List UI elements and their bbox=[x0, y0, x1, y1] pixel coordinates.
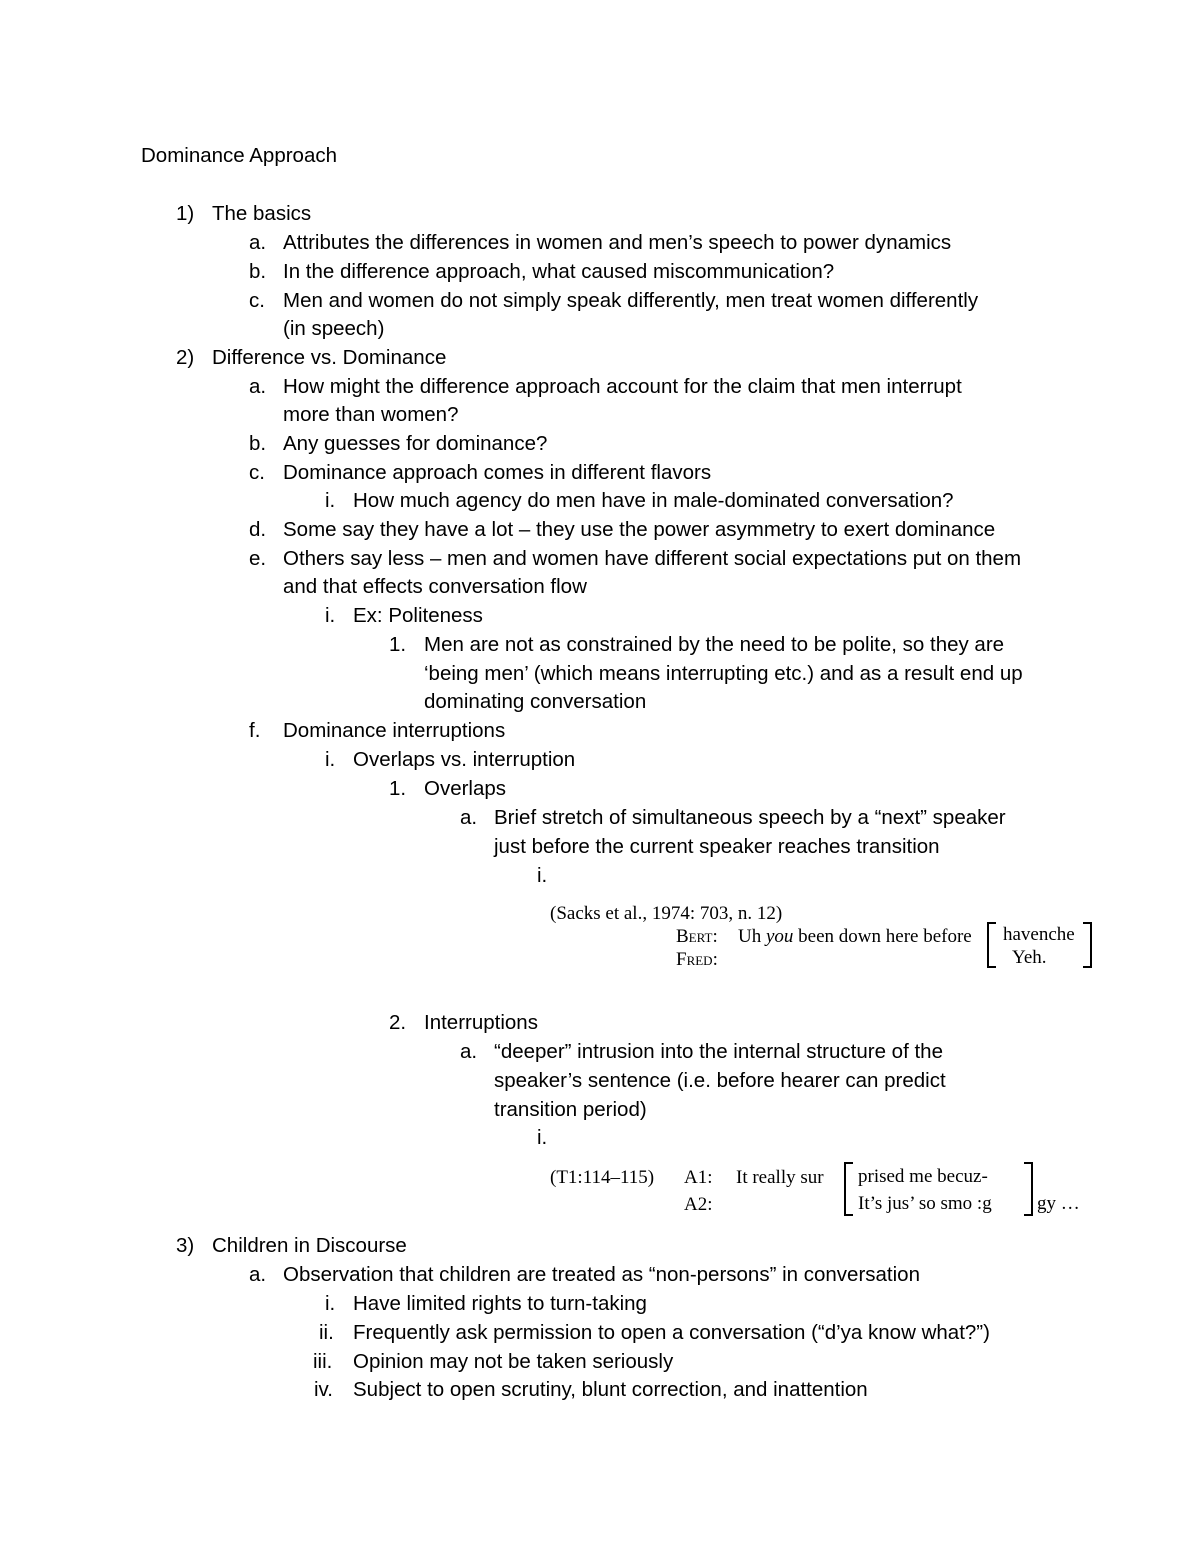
section-number: 2) bbox=[176, 346, 195, 369]
list-marker: a. bbox=[460, 1040, 478, 1063]
overlap-text: prised me becuz- bbox=[858, 1166, 988, 1187]
list-item: Attributes the differences in women and men’s speech to power dynamics bbox=[283, 231, 952, 254]
list-item: Any guesses for dominance? bbox=[283, 432, 548, 455]
transcript-speaker: Fred: bbox=[676, 949, 718, 970]
list-item-continuation: transition period) bbox=[494, 1098, 647, 1121]
overlap-bracket-right bbox=[1024, 1162, 1033, 1216]
overlap-bracket-left bbox=[987, 922, 996, 968]
list-item: Observation that children are treated as “non-persons” in conversation bbox=[283, 1263, 920, 1286]
transcript-speaker: A1: bbox=[684, 1167, 713, 1188]
list-item-continuation: (in speech) bbox=[283, 317, 385, 340]
list-item: Have limited rights to turn-taking bbox=[353, 1292, 647, 1315]
list-item-continuation: and that effects conversation flow bbox=[283, 575, 587, 598]
list-marker: 1. bbox=[389, 633, 407, 656]
list-marker: a. bbox=[249, 231, 267, 254]
list-item: Frequently ask permission to open a conversation (“d’ya know what?”) bbox=[353, 1321, 990, 1344]
list-marker: c. bbox=[249, 461, 265, 484]
list-item: “deeper” intrusion into the internal structure of the bbox=[494, 1040, 943, 1063]
list-item: How might the difference approach account for the claim that men interrupt bbox=[283, 375, 962, 398]
list-item: Overlaps bbox=[424, 777, 507, 800]
overlap-text: Yeh. bbox=[1012, 947, 1047, 968]
list-marker: c. bbox=[249, 289, 265, 312]
list-item: Dominance approach comes in different flavors bbox=[283, 461, 712, 484]
list-item-continuation: just before the current speaker reaches transition bbox=[494, 835, 940, 858]
list-marker: i. bbox=[537, 864, 548, 887]
page-title: Dominance Approach bbox=[141, 144, 338, 167]
list-item-continuation: dominating conversation bbox=[424, 690, 647, 713]
list-item: Dominance interruptions bbox=[283, 719, 506, 742]
list-marker: iv. bbox=[314, 1378, 333, 1401]
list-item-continuation: ‘being men’ (which means interrupting etc.) and as a result end up bbox=[424, 662, 1023, 685]
list-marker: i. bbox=[325, 489, 336, 512]
list-item: Overlaps vs. interruption bbox=[353, 748, 576, 771]
list-marker: 1. bbox=[389, 777, 407, 800]
overlap-bracket-left bbox=[844, 1162, 853, 1216]
overlap-text: It’s jus’ so smo :g bbox=[858, 1193, 992, 1214]
transcript-line: It really sur bbox=[736, 1167, 824, 1188]
list-marker: i. bbox=[537, 1126, 548, 1149]
transcript-line: Uh you been down here before bbox=[738, 926, 972, 947]
list-item: Subject to open scrutiny, blunt correction, and inattention bbox=[353, 1378, 868, 1401]
transcript-citation: (Sacks et al., 1974: 703, n. 12) bbox=[550, 903, 783, 924]
list-marker: d. bbox=[249, 518, 267, 541]
transcript-speaker: A2: bbox=[684, 1194, 713, 1215]
list-item: Men and women do not simply speak differently, men treat women differently bbox=[283, 289, 979, 312]
list-marker: i. bbox=[325, 1292, 336, 1315]
list-item: Some say they have a lot – they use the power asymmetry to exert dominance bbox=[283, 518, 996, 541]
list-item: Others say less – men and women have different social expectations put on them bbox=[283, 547, 1022, 570]
transcript-line: gy … bbox=[1037, 1193, 1080, 1214]
section-heading: Difference vs. Dominance bbox=[212, 346, 447, 369]
list-marker: f. bbox=[249, 719, 261, 742]
list-item: Men are not as constrained by the need to be polite, so they are bbox=[424, 633, 1005, 656]
section-heading: The basics bbox=[212, 202, 312, 225]
list-item: Interruptions bbox=[424, 1011, 538, 1034]
list-marker: i. bbox=[325, 604, 336, 627]
list-marker: b. bbox=[249, 432, 267, 455]
transcript-citation: (T1:114–115) bbox=[550, 1167, 655, 1188]
list-marker: e. bbox=[249, 547, 267, 570]
list-marker: 2. bbox=[389, 1011, 407, 1034]
list-marker: a. bbox=[249, 375, 267, 398]
list-item: Brief stretch of simultaneous speech by a “next” speaker bbox=[494, 806, 1006, 829]
transcript-speaker: Bert: bbox=[676, 926, 718, 947]
section-number: 3) bbox=[176, 1234, 195, 1257]
list-item: Opinion may not be taken seriously bbox=[353, 1350, 674, 1373]
list-marker: iii. bbox=[313, 1350, 333, 1373]
overlap-text: havenche bbox=[1003, 924, 1075, 945]
list-marker: a. bbox=[249, 1263, 267, 1286]
list-item-continuation: more than women? bbox=[283, 403, 459, 426]
section-heading: Children in Discourse bbox=[212, 1234, 407, 1257]
overlap-bracket-right bbox=[1083, 922, 1092, 968]
list-marker: b. bbox=[249, 260, 267, 283]
list-item: How much agency do men have in male-dominated conversation? bbox=[353, 489, 954, 512]
list-item: In the difference approach, what caused miscommunication? bbox=[283, 260, 835, 283]
list-marker: a. bbox=[460, 806, 478, 829]
list-item: Ex: Politeness bbox=[353, 604, 483, 627]
section-number: 1) bbox=[176, 202, 195, 225]
list-marker: ii. bbox=[319, 1321, 334, 1344]
list-item-continuation: speaker’s sentence (i.e. before hearer can predict bbox=[494, 1069, 946, 1092]
list-marker: i. bbox=[325, 748, 336, 771]
